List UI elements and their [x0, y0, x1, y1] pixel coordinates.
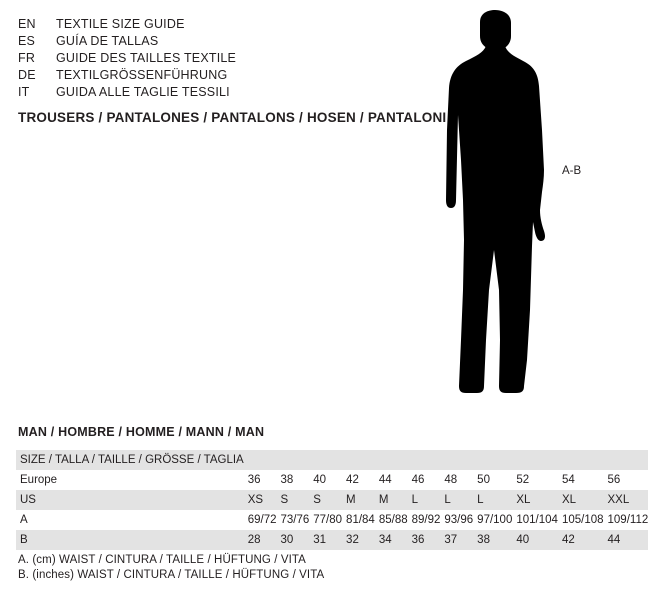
footnotes	[18, 553, 324, 583]
table-cell	[375, 450, 408, 470]
table-cell	[276, 450, 309, 470]
page-title: TROUSERS / PANTALONES / PANTALONS / HOSEN / PANTALONI	[18, 110, 447, 125]
table-cell: 44	[378, 474, 392, 486]
table-cell	[558, 450, 604, 470]
table-row	[16, 510, 648, 530]
table-cell	[342, 450, 375, 470]
table-cell: 101/104	[516, 514, 558, 526]
table-cell: 46	[411, 474, 425, 486]
table-cell: 81/84	[346, 514, 375, 526]
language-code: ES	[18, 34, 36, 48]
table-cell: 44	[604, 530, 648, 550]
size-table	[16, 450, 648, 550]
language-row	[18, 84, 348, 101]
table-cell	[408, 450, 441, 470]
table-cell: 36	[408, 530, 441, 550]
language-title-list	[18, 16, 348, 101]
language-title: GUIDA ALLE TAGLIE TESSILI	[56, 85, 230, 99]
table-cell	[244, 450, 277, 470]
table-cell: 77/80	[313, 514, 343, 526]
row-label: Europe	[20, 474, 58, 486]
male-figure-silhouette	[420, 10, 595, 410]
table-cell: 31	[309, 530, 342, 550]
table-cell: 52	[516, 474, 530, 486]
table-cell: 54	[561, 474, 575, 486]
table-cell: 42	[346, 474, 359, 486]
table-cell: XS	[244, 490, 277, 510]
measure-label-ab: A-B	[562, 165, 582, 177]
table-cell: L	[408, 490, 441, 510]
language-title: TEXTILE SIZE GUIDE	[56, 17, 185, 31]
table-cell	[440, 450, 473, 470]
language-title: GUÍA DE TALLAS	[56, 34, 159, 48]
footnote-b: B. (inches) WAIST / CINTURA / TAILLE / HÜFTUNG / VITA	[18, 569, 325, 581]
table-cell	[604, 450, 648, 470]
table-cell: 97/100	[477, 514, 513, 526]
language-row	[18, 67, 348, 84]
table-cell: 34	[375, 530, 408, 550]
table-row	[16, 450, 648, 470]
table-cell: L	[440, 490, 473, 510]
table-cell: 30	[276, 530, 309, 550]
language-row	[18, 50, 348, 67]
table-heading: MAN / HOMBRE / HOMME / MANN / MAN	[18, 425, 265, 439]
table-cell: 38	[473, 530, 512, 550]
row-label: SIZE / TALLA / TAILLE / GRÖSSE / TAGLIA	[16, 450, 244, 470]
table-cell: 105/108	[561, 514, 604, 526]
language-code: DE	[18, 68, 36, 82]
table-cell: 93/96	[444, 514, 474, 526]
row-label: US	[16, 490, 244, 510]
table-cell: 32	[342, 530, 375, 550]
table-cell: 73/76	[280, 514, 310, 526]
table-cell: XXL	[604, 490, 648, 510]
table-cell: S	[309, 490, 342, 510]
table-cell: 69/72	[247, 514, 277, 526]
table-cell: 28	[244, 530, 277, 550]
table-row	[16, 530, 648, 550]
language-title: GUIDE DES TAILLES TEXTILE	[56, 51, 237, 65]
table-cell: 85/88	[378, 514, 408, 526]
table-cell: XL	[512, 490, 558, 510]
figure-illustration	[420, 10, 595, 410]
table-cell	[473, 450, 512, 470]
row-label: A	[20, 514, 28, 526]
table-cell: M	[342, 490, 375, 510]
table-cell: S	[276, 490, 309, 510]
table-cell: 50	[477, 474, 490, 486]
language-code: FR	[18, 51, 36, 65]
table-cell: 42	[558, 530, 604, 550]
language-title: TEXTILGRÖSSENFÜHRUNG	[56, 68, 228, 82]
language-row	[18, 16, 348, 33]
row-label: B	[16, 530, 244, 550]
table-cell: 109/112	[607, 514, 648, 526]
table-cell: M	[375, 490, 408, 510]
table-cell: XL	[558, 490, 604, 510]
table-cell: 37	[440, 530, 473, 550]
table-cell	[309, 450, 342, 470]
language-code: IT	[18, 85, 30, 99]
table-cell: 56	[607, 474, 621, 486]
table-cell: 40	[313, 474, 327, 486]
table-cell: 89/92	[411, 514, 441, 526]
table-cell: 48	[444, 474, 458, 486]
table-row	[16, 470, 648, 490]
table-row	[16, 490, 648, 510]
table-cell: L	[473, 490, 512, 510]
footnote-a: A. (cm) WAIST / CINTURA / TAILLE / HÜFTUNG / VITA	[18, 554, 306, 566]
table-cell: 36	[247, 474, 261, 486]
table-cell: 38	[280, 474, 294, 486]
table-cell: 40	[512, 530, 558, 550]
language-code: EN	[18, 17, 36, 31]
language-row	[18, 33, 348, 50]
table-cell	[512, 450, 558, 470]
